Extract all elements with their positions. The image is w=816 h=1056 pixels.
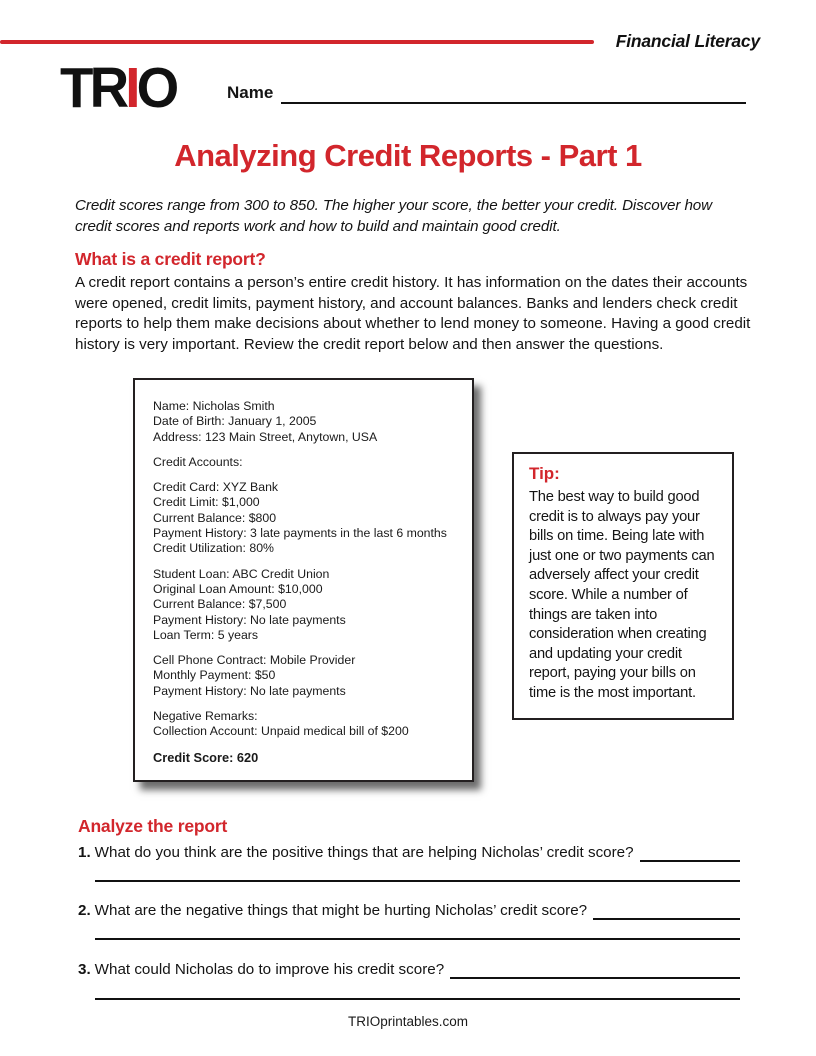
report-line-credit-score: Credit Score: 620 bbox=[153, 749, 259, 765]
report-line-accounts-heading: Credit Accounts: bbox=[153, 454, 243, 469]
question-1-blank bbox=[640, 845, 740, 862]
question-3-number: 3. bbox=[78, 961, 91, 978]
name-blank-line bbox=[281, 83, 746, 104]
report-line-card-history: Payment History: 3 late payments in the last 6 months bbox=[153, 526, 447, 541]
question-3-text: What could Nicholas do to improve his credit score? bbox=[94, 961, 445, 978]
answer-line-2 bbox=[95, 938, 740, 940]
header-red-rule bbox=[0, 40, 594, 44]
intro-text: Credit scores range from 300 to 850. The higher your score, the better your credit. Discover how credit scores and reports work and how to build and maintain good credit. bbox=[75, 197, 713, 235]
report-line-loan-amount: Original Loan Amount: $10,000 bbox=[153, 581, 323, 596]
report-line-cell-provider: Cell Phone Contract: Mobile Provider bbox=[153, 653, 356, 668]
question-2 bbox=[78, 901, 740, 920]
category-label: Financial Literacy bbox=[615, 31, 760, 51]
logo-letter-o: O bbox=[136, 56, 176, 120]
logo-letter-i: I bbox=[125, 56, 137, 120]
question-2-number: 2. bbox=[78, 902, 91, 919]
page-title: Analyzing Credit Reports - Part 1 bbox=[174, 138, 642, 173]
report-line-address: Address: 123 Main Street, Anytown, USA bbox=[153, 429, 378, 444]
report-cell-phone bbox=[153, 653, 458, 699]
name-label: Name bbox=[227, 83, 274, 102]
report-line-card-utilization: Credit Utilization: 80% bbox=[153, 541, 274, 556]
report-line-dob: Date of Birth: January 1, 2005 bbox=[153, 414, 317, 429]
report-line-loan-term: Loan Term: 5 years bbox=[153, 627, 259, 642]
report-score-group bbox=[153, 750, 458, 765]
question-2-blank bbox=[593, 903, 740, 920]
report-accounts-heading bbox=[153, 455, 458, 470]
report-line-name: Name: Nicholas Smith bbox=[153, 399, 275, 413]
report-credit-card bbox=[153, 480, 458, 556]
report-personal-info bbox=[153, 399, 458, 445]
credit-report-box bbox=[133, 378, 474, 782]
report-line-card-bank: Credit Card: XYZ Bank bbox=[153, 480, 279, 495]
question-1 bbox=[78, 843, 740, 862]
report-line-cell-history: Payment History: No late payments bbox=[153, 683, 346, 698]
report-line-loan-union: Student Loan: ABC Credit Union bbox=[153, 566, 330, 581]
report-line-collection: Collection Account: Unpaid medical bill of $200 bbox=[153, 724, 409, 739]
question-1-number: 1. bbox=[78, 844, 91, 861]
report-student-loan bbox=[153, 567, 458, 643]
tip-body: The best way to build good credit is to always pay your bills on time. Being late with just one or two payments can adversely affect your credit score. While a number of things are taken into consideration when creating and updating your credit report, paying your bills on time is the most important. bbox=[529, 489, 715, 701]
name-row bbox=[227, 82, 746, 104]
report-line-card-limit: Credit Limit: $1,000 bbox=[153, 495, 260, 510]
question-2-text: What are the negative things that might be hurting Nicholas’ credit score? bbox=[94, 902, 588, 919]
report-line-loan-history: Payment History: No late payments bbox=[153, 612, 346, 627]
answer-line-1 bbox=[95, 880, 740, 882]
question-3-blank bbox=[450, 962, 740, 979]
report-line-negative-heading: Negative Remarks: bbox=[153, 709, 258, 724]
report-negative-remarks bbox=[153, 709, 458, 740]
section-body-what-is-credit-report: A credit report contains a person’s entire credit history. It has information on the dates their accounts were opened, credit limits, payment history, and account balances. Banks and lenders check credit reports to help them make decisions about whether to lend money to someone. Having a good credit history is very important. Review the credit report below and then answer the questions. bbox=[75, 274, 751, 353]
section-heading-analyze-report: Analyze the report bbox=[78, 816, 228, 836]
trio-logo bbox=[60, 56, 176, 120]
question-1-text: What do you think are the positive things that are helping Nicholas’ credit score? bbox=[94, 844, 634, 861]
tip-heading: Tip: bbox=[529, 464, 560, 483]
report-line-cell-payment: Monthly Payment: $50 bbox=[153, 668, 276, 683]
footer-site-url: TRIOprintables.com bbox=[347, 1014, 469, 1029]
tip-box bbox=[512, 452, 734, 720]
report-line-card-balance: Current Balance: $800 bbox=[153, 510, 277, 525]
question-3 bbox=[78, 960, 740, 979]
section-heading-what-is-credit-report: What is a credit report? bbox=[75, 249, 266, 269]
logo-letters-tr: TR bbox=[60, 56, 126, 120]
report-line-loan-balance: Current Balance: $7,500 bbox=[153, 597, 287, 612]
answer-line-3 bbox=[95, 998, 740, 1000]
